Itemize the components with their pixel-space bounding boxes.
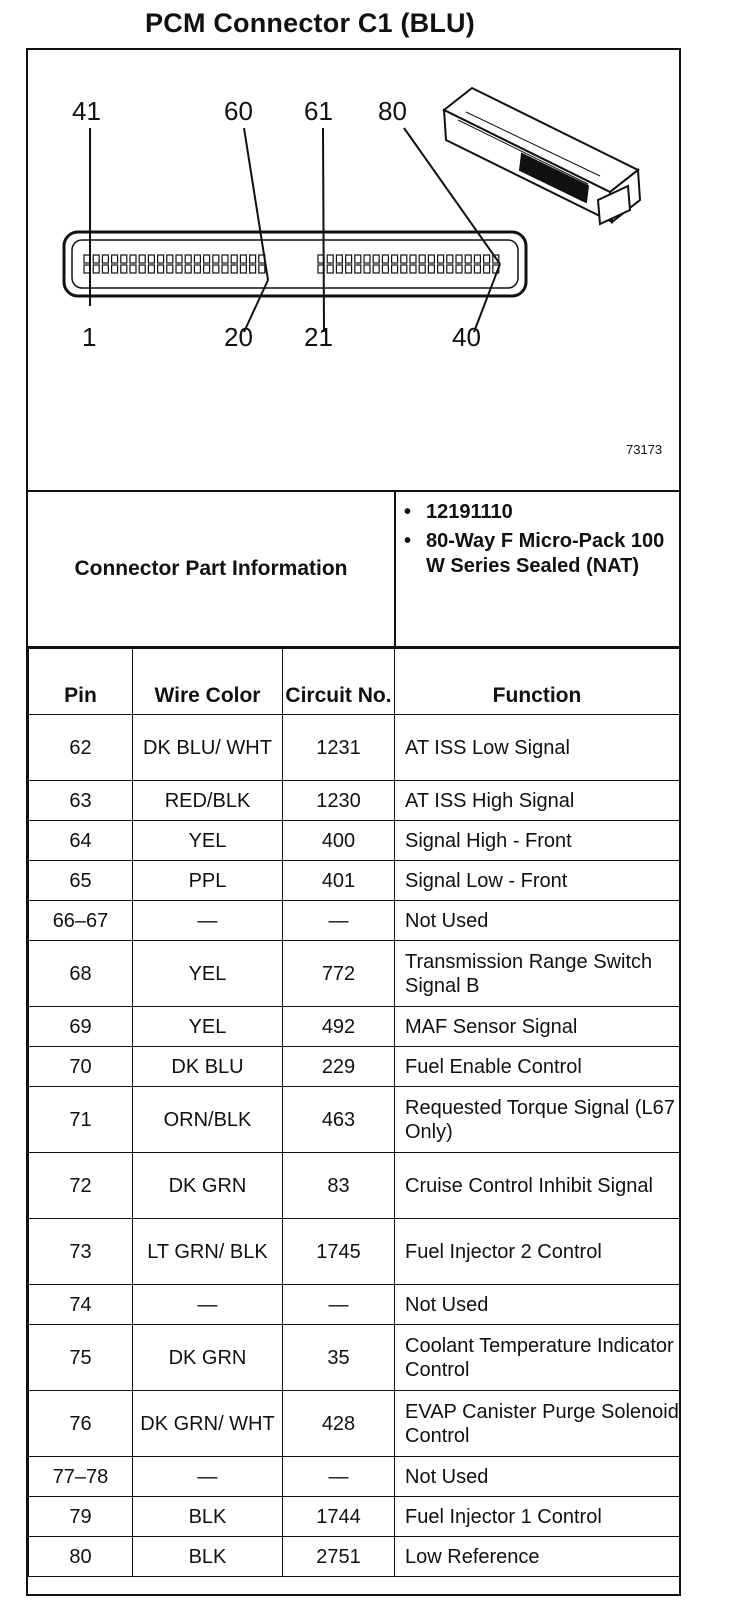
pin-cavity: [222, 265, 228, 273]
pin-cavity: [327, 265, 333, 273]
cell-pin: 71: [29, 1087, 133, 1153]
cell-function: AT ISS High Signal: [395, 781, 680, 821]
pin-cavity: [373, 255, 379, 263]
cell-pin: 72: [29, 1153, 133, 1219]
cell-pin: 65: [29, 861, 133, 901]
cell-function: Fuel Injector 2 Control: [395, 1219, 680, 1285]
pin-cavity: [130, 255, 136, 263]
pin-label-61: 61: [304, 96, 333, 126]
pin-cavity: [259, 265, 265, 273]
pin-label-21: 21: [304, 322, 333, 352]
pin-cavity: [419, 255, 425, 263]
pin-label-41: 41: [72, 96, 101, 126]
pin-cavity: [213, 265, 219, 273]
table-row: [29, 1153, 680, 1219]
cell-circuit: 772: [283, 941, 395, 1007]
pin-label-1: 1: [82, 322, 97, 352]
pin-label-40: 40: [452, 322, 481, 352]
cell-circuit: 83: [283, 1153, 395, 1219]
cell-wire-color: —: [133, 1285, 283, 1325]
part-description: • 80-Way F Micro-Pack 100 W Series Sealed (NAT): [426, 529, 676, 579]
pin-cavity: [93, 255, 99, 263]
cell-pin: 73: [29, 1219, 133, 1285]
cell-function: Signal Low - Front: [395, 861, 680, 901]
table-row: [29, 1047, 680, 1087]
cell-wire-color: DK BLU/ WHT: [133, 715, 283, 781]
pin-cavity: [474, 255, 480, 263]
pin-cavity: [355, 255, 361, 263]
cell-pin: 76: [29, 1391, 133, 1457]
cell-circuit: 1744: [283, 1497, 395, 1537]
pin-cavity: [194, 255, 200, 263]
table-row: [29, 1391, 680, 1457]
cell-function: Fuel Injector 1 Control: [395, 1497, 680, 1537]
pin-cavity: [176, 255, 182, 263]
pin-cavity: [250, 265, 256, 273]
pin-cavity: [364, 255, 370, 263]
pin-cavity: [336, 265, 342, 273]
pin-cavity: [112, 265, 118, 273]
cell-function: Not Used: [395, 1285, 680, 1325]
pin-cavity: [428, 265, 434, 273]
table-row: [29, 781, 680, 821]
cell-wire-color: ORN/BLK: [133, 1087, 283, 1153]
pin-cavity: [465, 255, 471, 263]
pin-cavity: [456, 255, 462, 263]
cell-wire-color: LT GRN/ BLK: [133, 1219, 283, 1285]
pin-cavity: [410, 255, 416, 263]
pin-cavity: [484, 265, 490, 273]
pin-cavity: [382, 265, 388, 273]
cell-pin: 77–78: [29, 1457, 133, 1497]
table-body: [29, 715, 680, 1577]
cell-pin: 70: [29, 1047, 133, 1087]
cell-wire-color: BLK: [133, 1497, 283, 1537]
cell-circuit: —: [283, 1285, 395, 1325]
cell-function: Not Used: [395, 901, 680, 941]
page-title: PCM Connector C1 (BLU): [145, 8, 475, 38]
pin-cavity: [176, 265, 182, 273]
pin-cavity: [438, 255, 444, 263]
pin-cavity: [130, 265, 136, 273]
cell-pin: 75: [29, 1325, 133, 1391]
connector-part-information: [28, 492, 679, 648]
cell-function: MAF Sensor Signal: [395, 1007, 680, 1047]
cell-circuit: 35: [283, 1325, 395, 1391]
cell-function: Fuel Enable Control: [395, 1047, 680, 1087]
cell-function: Not Used: [395, 1457, 680, 1497]
pin-cavity: [419, 265, 425, 273]
pin-cavity: [428, 255, 434, 263]
pin-cavity: [158, 255, 164, 263]
pin-cavity: [231, 265, 237, 273]
pin-cavity: [213, 255, 219, 263]
header-pin: Pin: [29, 649, 133, 715]
cell-circuit: 463: [283, 1087, 395, 1153]
cell-wire-color: DK GRN: [133, 1153, 283, 1219]
cell-pin: 66–67: [29, 901, 133, 941]
cell-wire-color: YEL: [133, 941, 283, 1007]
pin-label-20: 20: [224, 322, 253, 352]
cell-circuit: 400: [283, 821, 395, 861]
cell-pin: 74: [29, 1285, 133, 1325]
cell-wire-color: YEL: [133, 1007, 283, 1047]
table-row: [29, 1497, 680, 1537]
pin-cavity: [465, 265, 471, 273]
connector-frame: [26, 48, 681, 1596]
pin-cavity: [185, 255, 191, 263]
pin-cavity: [139, 265, 145, 273]
cell-wire-color: PPL: [133, 861, 283, 901]
cell-circuit: 492: [283, 1007, 395, 1047]
leader-61-21: [323, 128, 324, 332]
cell-wire-color: —: [133, 901, 283, 941]
cell-pin: 80: [29, 1537, 133, 1577]
table-row: [29, 861, 680, 901]
table-row: [29, 715, 680, 781]
connector-isometric-icon: [444, 88, 640, 224]
cell-function: Requested Torque Signal (L67 Only): [395, 1087, 680, 1153]
pin-cavity: [102, 255, 108, 263]
pin-cavity: [346, 255, 352, 263]
connector-face-outline: [64, 232, 526, 296]
pin-cavity: [336, 255, 342, 263]
cell-function: EVAP Canister Purge Solenoid Control: [395, 1391, 680, 1457]
pin-cavity: [93, 265, 99, 273]
pin-cavity: [484, 255, 490, 263]
pin-cavity: [373, 265, 379, 273]
part-info-list: [396, 500, 676, 583]
figure-number: 73173: [626, 442, 663, 457]
table-row: [29, 1457, 680, 1497]
cell-function: Coolant Temperature Indicator Control: [395, 1325, 680, 1391]
pin-cavity: [139, 255, 145, 263]
pin-cavity-rows: [84, 255, 499, 273]
cell-pin: 64: [29, 821, 133, 861]
pin-cavity: [102, 265, 108, 273]
cell-function: Cruise Control Inhibit Signal: [395, 1153, 680, 1219]
pin-cavity: [327, 255, 333, 263]
pin-cavity: [167, 255, 173, 263]
connector-face-inner: [72, 240, 518, 288]
cell-circuit: —: [283, 901, 395, 941]
cell-wire-color: DK BLU: [133, 1047, 283, 1087]
table-row: [29, 1537, 680, 1577]
pin-cavity: [401, 255, 407, 263]
pin-cavity: [148, 265, 154, 273]
table-row: [29, 1285, 680, 1325]
cell-wire-color: DK GRN: [133, 1325, 283, 1391]
table-row: [29, 1219, 680, 1285]
cell-circuit: 428: [283, 1391, 395, 1457]
table-row: [29, 1007, 680, 1047]
header-wire-color: Wire Color: [133, 649, 283, 715]
cell-wire-color: —: [133, 1457, 283, 1497]
pin-cavity: [204, 265, 210, 273]
cell-pin: 69: [29, 1007, 133, 1047]
part-number: • 12191110: [426, 500, 676, 525]
cell-function: Transmission Range Switch Signal B: [395, 941, 680, 1007]
cell-circuit: —: [283, 1457, 395, 1497]
cell-pin: 62: [29, 715, 133, 781]
connector-diagram: [28, 50, 679, 492]
cell-wire-color: DK GRN/ WHT: [133, 1391, 283, 1457]
header-function: Function: [395, 649, 680, 715]
cell-circuit: 1745: [283, 1219, 395, 1285]
pin-cavity: [364, 265, 370, 273]
pin-cavity: [438, 265, 444, 273]
cell-pin: 79: [29, 1497, 133, 1537]
cell-wire-color: BLK: [133, 1537, 283, 1577]
part-info-label: Connector Part Information: [28, 492, 396, 646]
cell-circuit: 229: [283, 1047, 395, 1087]
pin-cavity: [240, 265, 246, 273]
cell-pin: 68: [29, 941, 133, 1007]
pin-cavity: [222, 255, 228, 263]
cell-pin: 63: [29, 781, 133, 821]
pin-cavity: [167, 265, 173, 273]
table-row: [29, 1087, 680, 1153]
pin-cavity: [355, 265, 361, 273]
pin-cavity: [474, 265, 480, 273]
cell-wire-color: YEL: [133, 821, 283, 861]
cell-function: AT ISS Low Signal: [395, 715, 680, 781]
pin-cavity: [346, 265, 352, 273]
pin-cavity: [121, 255, 127, 263]
cell-circuit: 401: [283, 861, 395, 901]
pin-cavity: [392, 255, 398, 263]
connector-illustration: [28, 50, 679, 490]
cell-circuit: 1230: [283, 781, 395, 821]
table-header-row: [29, 649, 680, 715]
pin-cavity: [204, 255, 210, 263]
table-row: [29, 1325, 680, 1391]
pin-cavity: [456, 265, 462, 273]
pin-cavity: [401, 265, 407, 273]
pin-label-80: 80: [378, 96, 407, 126]
pin-label-60: 60: [224, 96, 253, 126]
cell-circuit: 1231: [283, 715, 395, 781]
cell-function: Low Reference: [395, 1537, 680, 1577]
table-row: [29, 821, 680, 861]
pin-cavity: [231, 255, 237, 263]
cell-circuit: 2751: [283, 1537, 395, 1577]
header-circuit-no: Circuit No.: [283, 649, 395, 715]
pin-cavity: [112, 255, 118, 263]
pin-table: [28, 648, 680, 1577]
cell-wire-color: RED/BLK: [133, 781, 283, 821]
pin-cavity: [382, 255, 388, 263]
pin-cavity: [240, 255, 246, 263]
pin-cavity: [250, 255, 256, 263]
pin-cavity: [158, 265, 164, 273]
table-row: [29, 941, 680, 1007]
pin-cavity: [392, 265, 398, 273]
pin-cavity: [194, 265, 200, 273]
pin-cavity: [121, 265, 127, 273]
pin-cavity: [410, 265, 416, 273]
pin-cavity: [148, 255, 154, 263]
table-row: [29, 901, 680, 941]
pin-cavity: [185, 265, 191, 273]
pin-cavity: [447, 255, 453, 263]
cell-function: Signal High - Front: [395, 821, 680, 861]
pin-cavity: [447, 265, 453, 273]
